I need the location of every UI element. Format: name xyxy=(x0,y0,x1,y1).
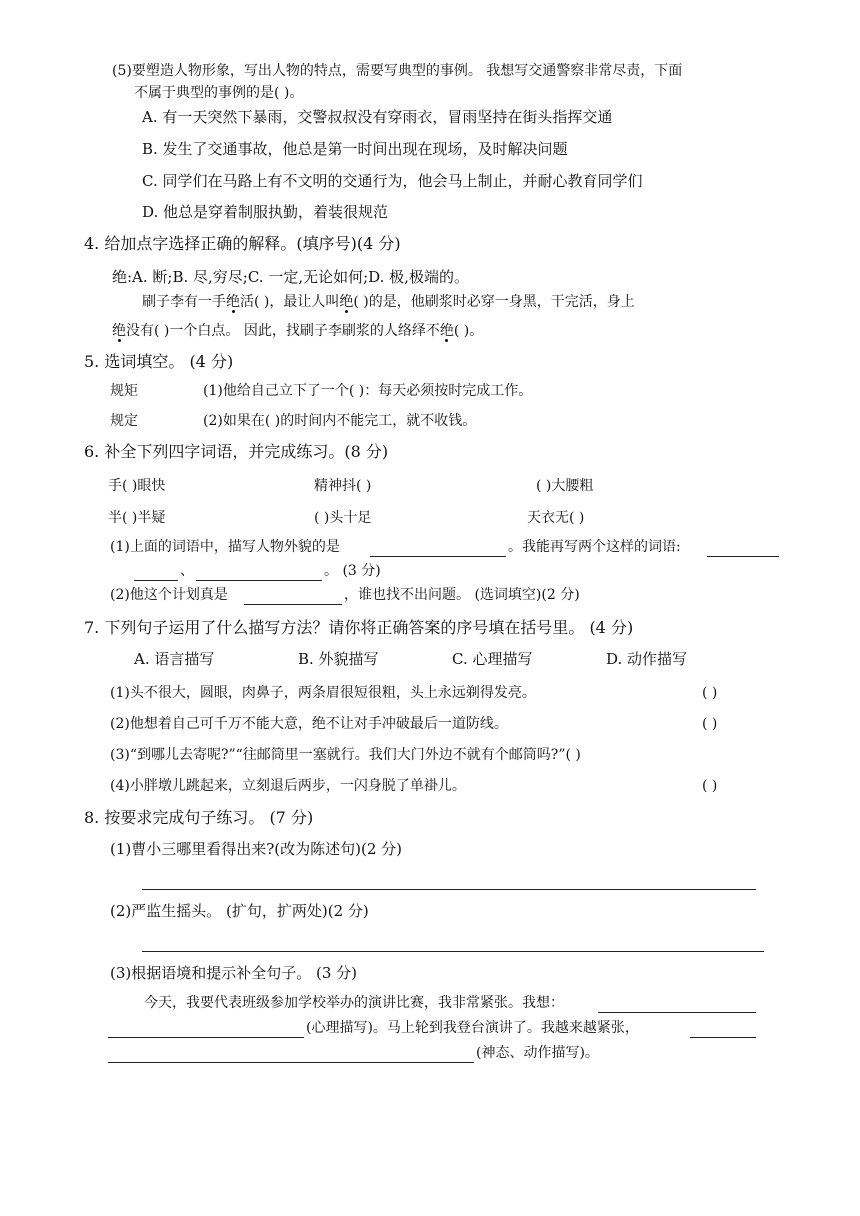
q8-para-line2: (心理描写)。马上轮到我登台演讲了。我越来越紧张， xyxy=(306,1020,639,1036)
q8-para-line3: (神态、动作描写)。 xyxy=(476,1045,599,1061)
q6-idiom: 手( )眼快 xyxy=(108,478,166,494)
q7-item-1: (1)头不很大，圆眼，肉鼻子，两条眉很短很粗，头上永远剃得发亮。 xyxy=(110,685,536,701)
answer-line xyxy=(707,556,779,557)
q8-para-line1: 今天，我要代表班级参加学校举办的演讲比赛，我非常紧张。我想： xyxy=(144,995,564,1011)
q6-sub2-text: (2)他这个计划真是 xyxy=(110,587,228,603)
q5b-word-1: 规矩 xyxy=(110,383,138,399)
answer-line xyxy=(142,951,764,952)
answer-line xyxy=(142,889,756,890)
q4-heading: 4. 给加点字选择正确的解释。(填序号)(4 分) xyxy=(84,234,401,253)
answer-line xyxy=(690,1037,756,1038)
answer-line xyxy=(244,604,342,605)
dotted-char: 绝 xyxy=(339,294,354,310)
q4-text: ( )的是，他刷浆时必穿一身黑，干完活，身上 xyxy=(353,294,635,310)
q8-sub2: (2)严监生摇头。 (扩句，扩两处)(2 分) xyxy=(110,902,369,920)
q5-option-d: D. 他总是穿着制服执勤，着装很规范 xyxy=(142,203,389,221)
q5b-sentence-2: (2)如果在( )的时间内不能完工，就不收钱。 xyxy=(203,413,477,429)
q5b-heading: 5. 选词填空。 (4 分) xyxy=(84,352,234,371)
q7-answer-paren: ( ) xyxy=(702,685,718,701)
q5b-sentence-1: (1)他给自己立下了一个( )：每天必须按时完成工作。 xyxy=(203,383,533,399)
q4-passage-line2 xyxy=(112,324,483,338)
q7-heading: 7. 下列句子运用了什么描写方法？请你将正确答案的序号填在括号里。 (4 分) xyxy=(84,618,634,637)
q7-item-2: (2)他想着自己可千万不能大意，绝不让对手冲破最后一道防线。 xyxy=(110,716,508,732)
q7-option-a: A. 语言描写 xyxy=(134,650,215,668)
answer-line xyxy=(196,580,322,581)
dotted-char: 绝 xyxy=(439,323,454,339)
q8-sub1: (1)曹小三哪里看得出来?(改为陈述句)(2 分) xyxy=(110,840,403,858)
dotted-char: 绝 xyxy=(226,294,240,310)
q7-item-3: (3)“到哪儿去寄呢?”“往邮筒里一塞就行。我们大门外边不就有个邮筒吗?”( ) xyxy=(110,747,581,763)
q6-heading: 6. 补全下列四字词语，并完成练习。(8 分) xyxy=(84,442,389,461)
q6-idiom: 半( )半疑 xyxy=(108,510,166,526)
q6-sub1-end: 。 (3 分) xyxy=(324,563,381,579)
q5-stem-line2: 不属于典型的事例的是( )。 xyxy=(134,85,304,101)
q5b-word-2: 规定 xyxy=(110,413,138,429)
q8-heading: 8. 按要求完成句子练习。 (7 分) xyxy=(84,808,314,827)
q7-option-d: D. 动作描写 xyxy=(606,650,688,668)
answer-line xyxy=(108,1037,304,1038)
q4-text: 没有( )一个白点。 因此，找刷子李刷浆的人络绎不 xyxy=(126,323,440,339)
answer-line xyxy=(598,1012,756,1013)
q4-text: 活( )，最让人叫 xyxy=(240,294,340,310)
answer-line xyxy=(134,580,178,581)
q7-option-b: B. 外貌描写 xyxy=(298,650,379,668)
q6-idiom: 天衣无( ) xyxy=(527,510,585,526)
q6-sub1-text2: 。我能再写两个这样的词语: xyxy=(508,539,681,555)
q4-text: ( )。 xyxy=(453,323,484,339)
answer-line xyxy=(108,1062,474,1063)
q6-sub1-sep: 、 xyxy=(180,563,194,579)
q6-idiom: ( )大腰粗 xyxy=(536,478,594,494)
q7-option-c: C. 心理描写 xyxy=(452,650,533,668)
q8-sub3: (3)根据语境和提示补全句子。 (3 分) xyxy=(110,964,358,982)
q5-option-c: C. 同学们在马路上有不文明的交通行为，他会马上制止，并耐心教育同学们 xyxy=(142,172,643,190)
q6-idiom: ( )头十足 xyxy=(314,510,372,526)
q4-passage-line1 xyxy=(142,295,635,309)
answer-line xyxy=(370,556,506,557)
q4-definitions: 绝:A. 断;B. 尽,穷尽;C. 一定,无论如何;D. 极,极端的。 xyxy=(112,268,469,286)
q7-answer-paren: ( ) xyxy=(702,716,718,732)
q6-sub2-text2: ，谁也找不出问题。 (选词填空)(2 分) xyxy=(344,587,580,603)
q6-sub1-text: (1)上面的词语中，描写人物外貌的是 xyxy=(110,539,340,555)
q5-stem-line1: (5)要塑造人物形象，写出人物的特点，需要写典型的事例。 我想写交通警察非常尽责，下面 xyxy=(112,63,683,79)
q7-answer-paren: ( ) xyxy=(702,778,718,794)
q7-item-4: (4)小胖墩儿跳起来，立刻退后两步，一闪身脱了单褂儿。 xyxy=(110,778,466,794)
q4-text: 刷子李有一手 xyxy=(142,294,226,310)
q6-idiom: 精神抖( ) xyxy=(314,478,372,494)
q5-option-a: A. 有一天突然下暴雨，交警叔叔没有穿雨衣，冒雨坚持在街头指挥交通 xyxy=(142,108,613,126)
q5-option-b: B. 发生了交通事故，他总是第一时间出现在现场，及时解决问题 xyxy=(142,140,568,158)
dotted-char: 绝 xyxy=(112,323,126,339)
